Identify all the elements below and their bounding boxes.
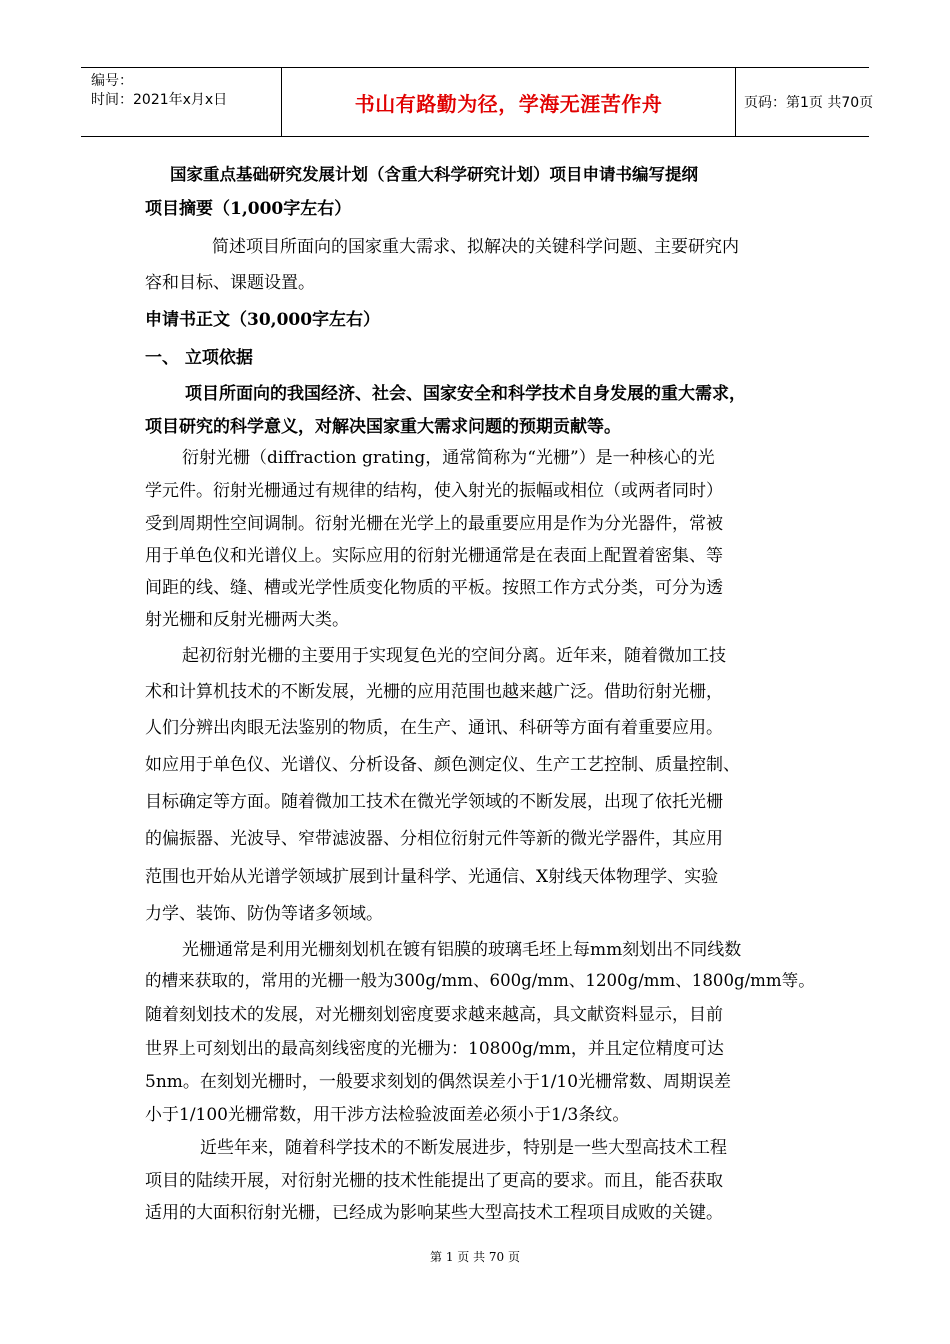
- paragraph-line: 范围也开始从光谱学领域扩展到计量科学、光通信、X射线天体物理学、实验: [145, 867, 719, 887]
- paragraph-line: 起初衍射光栅的主要用于实现复色光的空间分离。近年来，随着微加工技: [182, 646, 726, 666]
- header-left-cell: [81, 68, 281, 136]
- paragraph-line: 随着刻划技术的发展，对光栅刻划密度要求越来越高，具文献资料显示，目前: [145, 1005, 723, 1025]
- paragraph-line: 如应用于单色仪、光谱仪、分析设备、颜色测定仪、生产工艺控制、质量控制、: [145, 755, 740, 775]
- paragraph-line: 间距的线、缝、槽或光学性质变化物质的平板。按照工作方式分类，可分为透: [145, 578, 723, 598]
- summary-line: 简述项目所面向的国家重大需求、拟解决的关键科学问题、主要研究内: [212, 237, 739, 257]
- paragraph-line: 适用的大面积衍射光栅，已经成为影响某些大型高技术工程项目成败的关键。: [145, 1203, 723, 1223]
- document-time-label: 时间：2021年x月x日: [91, 92, 228, 108]
- paragraph-line: 5nm。在刻划光栅时，一般要求刻划的偶然误差小于1/10光栅常数、周期误差: [145, 1072, 732, 1092]
- paragraph-line: 世界上可刻划出的最高刻线密度的光栅为：10800g/mm，并且定位精度可达: [145, 1039, 724, 1059]
- paragraph-line: 力学、装饰、防伪等诸多领域。: [145, 904, 383, 924]
- motto-text: 书山有路勤为径，学海无涯苦作舟: [354, 91, 663, 116]
- paragraph-line: 小于1/100光栅常数，用干涉方法检验波面差必须小于1/3条纹。: [145, 1105, 630, 1125]
- paragraph-line: 光栅通常是利用光栅刻划机在镀有铝膜的玻璃毛坯上每mm刻划出不同线数: [182, 940, 742, 960]
- header-page-info: 页码：第1页 共70页: [744, 95, 874, 111]
- section-emphasis-line: 项目所面向的我国经济、社会、国家安全和科学技术自身发展的重大需求，: [185, 384, 746, 404]
- section-emphasis-line: 项目研究的科学意义，对解决国家重大需求问题的预期贡献等。: [145, 417, 621, 437]
- section-heading: 一、 立项依据: [145, 348, 253, 368]
- body-heading: 申请书正文（30,000字左右）: [145, 310, 381, 330]
- paragraph-line: 术和计算机技术的不断发展，光栅的应用范围也越来越广泛。借助衍射光栅，: [145, 682, 723, 702]
- paragraph-line: 的槽来获取的，常用的光栅一般为300g/mm、600g/mm、1200g/mm、1800g/mm等。: [145, 971, 815, 990]
- header-table: [81, 67, 874, 137]
- paragraph-line: 目标确定等方面。随着微加工技术在微光学领域的不断发展，出现了依托光栅: [145, 792, 723, 812]
- paragraph-line: 学元件。衍射光栅通过有规律的结构，使入射光的振幅或相位（或两者同时）: [145, 481, 723, 501]
- paragraph-line: 衍射光栅（diffraction grating，通常简称为“光栅”）是一种核心的光: [182, 448, 715, 468]
- paragraph-line: 用于单色仪和光谱仪上。实际应用的衍射光栅通常是在表面上配置着密集、等: [145, 546, 723, 566]
- paragraph-line: 受到周期性空间调制。衍射光栅在光学上的最重要应用是作为分光器件，常被: [145, 514, 723, 534]
- paragraph-line: 的偏振器、光波导、窄带滤波器、分相位衍射元件等新的微光学器件，其应用: [145, 829, 723, 849]
- paragraph-line: 人们分辨出肉眼无法鉴别的物质，在生产、通讯、科研等方面有着重要应用。: [145, 718, 723, 738]
- page-footer: 第 1 页 共 70 页: [430, 1250, 520, 1264]
- document-number-label: 编号：: [91, 73, 133, 89]
- summary-heading: 项目摘要（1,000字左右）: [145, 199, 352, 219]
- document-title: 国家重点基础研究发展计划（含重大科学研究计划）项目申请书编写提纲: [170, 165, 698, 184]
- paragraph-line: 项目的陆续开展，对衍射光栅的技术性能提出了更高的要求。而且，能否获取: [145, 1171, 723, 1191]
- paragraph-line: 射光栅和反射光栅两大类。: [145, 610, 349, 630]
- header-motto-cell: [281, 68, 736, 136]
- summary-line: 容和目标、课题设置。: [145, 273, 315, 293]
- paragraph-line: 近些年来，随着科学技术的不断发展进步，特别是一些大型高技术工程: [200, 1138, 727, 1158]
